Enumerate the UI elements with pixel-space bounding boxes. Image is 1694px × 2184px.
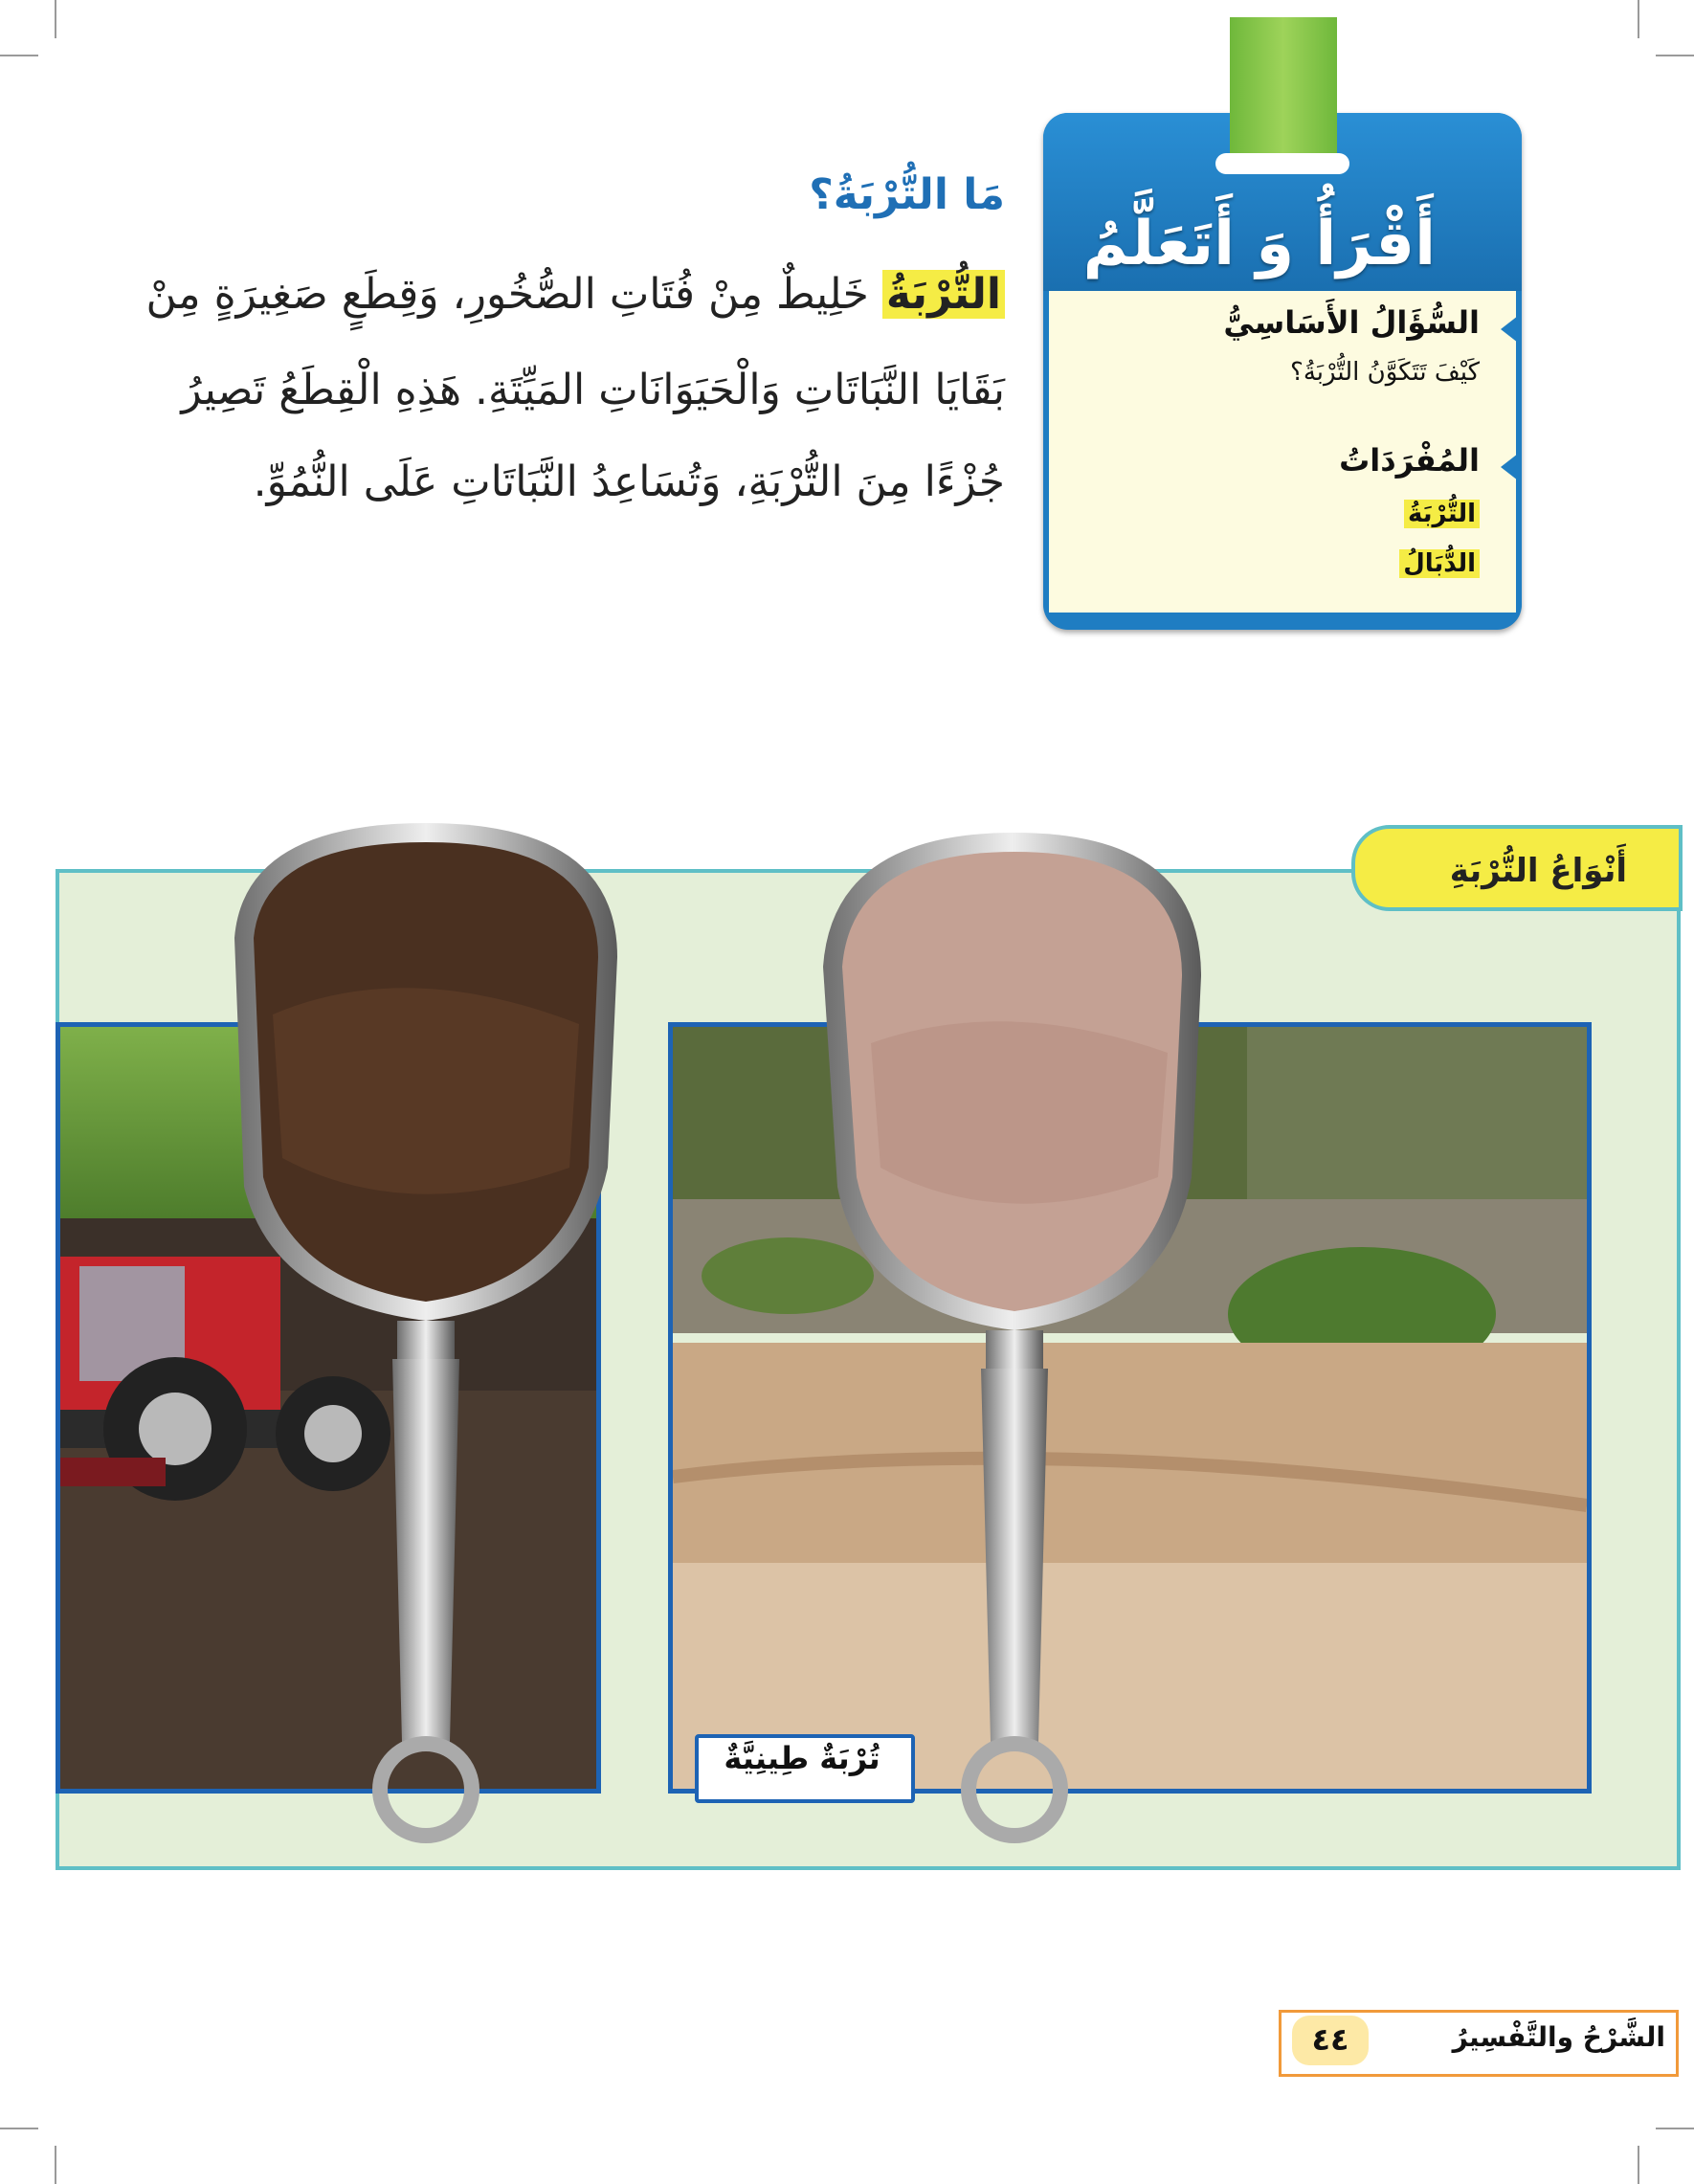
read-and-learn-body	[1049, 291, 1516, 613]
highlighted-term: التُّرْبَةُ	[882, 270, 1005, 319]
photo-caption: تُرْبَةٌ طِينِيَّةٌ	[724, 1740, 880, 1776]
ribbon-slot	[1215, 153, 1349, 174]
paragraph-line	[145, 270, 1005, 319]
section-heading: مَا التُّرْبَةُ؟	[809, 170, 1005, 219]
crop-mark	[0, 55, 38, 56]
paragraph-text: خَلِيطٌ مِنْ فُتَاتِ الصُّخُورِ، وَقِطَعٍ صَغِيرَةٍ مِنْ	[145, 270, 882, 319]
essential-question-label: السُّؤَالُ الأَسَاسِيُّ	[1223, 304, 1480, 341]
footer-section-label: الشَّرْحُ والتَّفْسِيرُ	[1452, 2021, 1665, 2053]
crop-mark	[55, 0, 56, 38]
humus-soil-scoop	[215, 823, 636, 1933]
paragraph-line: بَقَايَا النَّبَاتَاتِ وَالْحَيَوَانَاتِ المَيِّتَةِ. هَذِهِ الْقِطَعُ تَصِيرُ	[181, 366, 1005, 414]
bookmark-ribbon	[1230, 17, 1337, 170]
crop-mark	[1656, 55, 1694, 56]
soil-types-label: أَنْوَاعُ التُّرْبَةِ	[1449, 852, 1627, 890]
crop-mark	[0, 2128, 38, 2129]
paragraph-line: جُزْءًا مِنَ التُّرْبَةِ، وَتُسَاعِدُ النَّبَاتَاتِ عَلَى النُّمُوِّ.	[253, 457, 1005, 506]
crop-mark	[1638, 0, 1639, 38]
crop-mark	[1638, 2146, 1639, 2184]
read-and-learn-box	[1043, 113, 1522, 630]
arrow-icon	[1501, 454, 1518, 480]
essential-question: كَيْفَ تَتَكَوَّنُ التُّرْبَةُ؟	[1290, 358, 1480, 387]
vocabulary-term: التُّرْبَةُ	[1404, 500, 1480, 528]
arrow-icon	[1501, 316, 1518, 343]
page-number: ٤٤	[1311, 2021, 1349, 2058]
crop-mark	[55, 2146, 56, 2184]
read-and-learn-title: أَقْرَأُ وَ أَتَعَلَّمُ	[1082, 209, 1436, 279]
vocabulary-label: المُفْرَدَاتُ	[1339, 442, 1480, 479]
vocabulary-term: الدُّبَالُ	[1399, 549, 1480, 578]
crop-mark	[1656, 2128, 1694, 2129]
